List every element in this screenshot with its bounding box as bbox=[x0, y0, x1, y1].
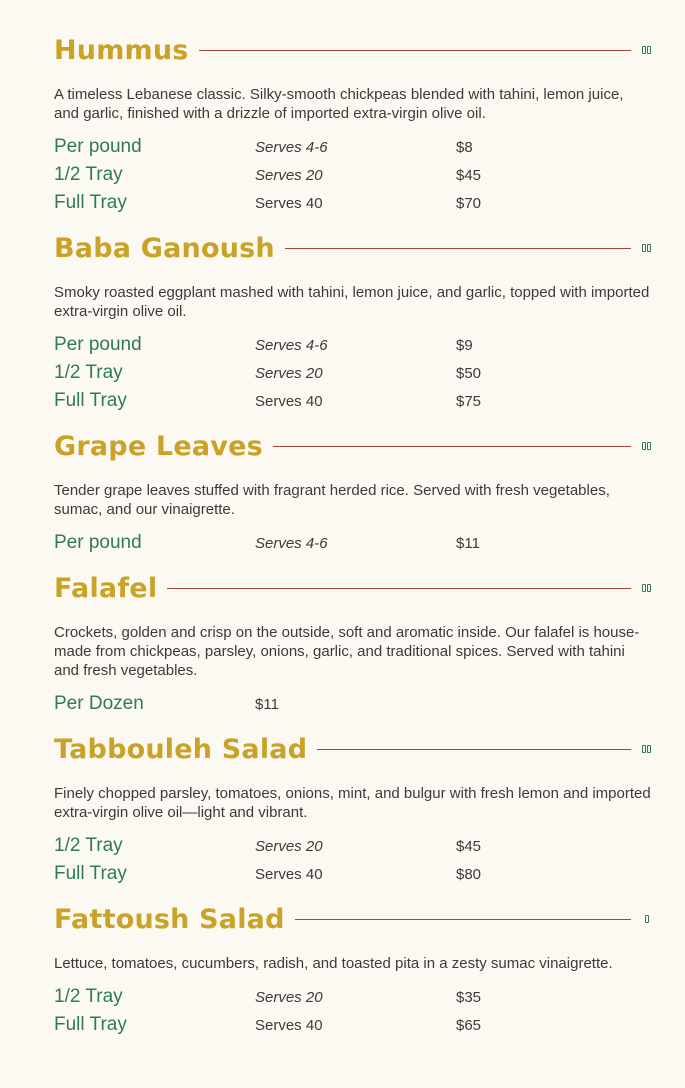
price-row bbox=[54, 387, 652, 415]
divider-line bbox=[317, 749, 631, 750]
section-description: Smoky roasted eggplant mashed with tahini, lemon juice, and garlic, topped with imported extra-virgin olive oil. bbox=[54, 284, 650, 320]
price: $70 bbox=[456, 194, 482, 212]
price: $45 bbox=[456, 837, 482, 855]
section-description: A timeless Lebanese classic. Silky-smooth chickpeas blended with tahini, lemon juice, and garlic, finished with a drizzle of imported extra-virgin olive oil. bbox=[54, 86, 624, 122]
menu-section-baba-ganoush bbox=[54, 217, 652, 415]
section-title: Grape Leaves bbox=[54, 430, 263, 462]
section-title: Tabbouleh Salad bbox=[54, 733, 308, 765]
portion-size: Per pound bbox=[54, 334, 142, 355]
price: $35 bbox=[456, 988, 482, 1006]
portion-size: Full Tray bbox=[54, 1014, 127, 1035]
portion-size: Per pound bbox=[54, 136, 142, 157]
price: $9 bbox=[456, 336, 473, 354]
price: $65 bbox=[456, 1016, 482, 1034]
serves-count: Serves 40 bbox=[255, 1016, 323, 1034]
divider-line bbox=[167, 588, 631, 589]
price-list bbox=[54, 832, 652, 888]
section-header bbox=[54, 228, 652, 268]
dietary-badge-icon bbox=[641, 243, 652, 254]
portion-size: Full Tray bbox=[54, 390, 127, 411]
serves-count: Serves 20 bbox=[255, 837, 323, 855]
section-description: Lettuce, tomatoes, cucumbers, radish, and toasted pita in a zesty sumac vinaigrette. bbox=[54, 955, 613, 972]
dietary-badge-icon bbox=[641, 441, 652, 452]
price: $80 bbox=[456, 865, 482, 883]
serves-count: Serves 20 bbox=[255, 364, 323, 382]
serves-count: Serves 40 bbox=[255, 392, 323, 410]
price-row bbox=[54, 860, 652, 888]
serves-count: Serves 4-6 bbox=[255, 336, 328, 354]
price-row bbox=[54, 983, 652, 1011]
menu-section-hummus bbox=[54, 0, 652, 217]
price-list bbox=[54, 690, 652, 718]
section-title: Hummus bbox=[54, 34, 189, 66]
section-header bbox=[54, 426, 652, 466]
divider-line bbox=[199, 50, 631, 51]
price-row bbox=[54, 133, 652, 161]
price-row bbox=[54, 690, 652, 718]
price-row bbox=[54, 832, 652, 860]
portion-size: Full Tray bbox=[54, 863, 127, 884]
price-row bbox=[54, 1011, 652, 1039]
portion-size: 1/2 Tray bbox=[54, 986, 123, 1007]
dietary-badge-icon bbox=[641, 583, 652, 594]
price-row bbox=[54, 529, 652, 557]
price-row bbox=[54, 331, 652, 359]
price-list bbox=[54, 529, 652, 557]
portion-size: Full Tray bbox=[54, 192, 127, 213]
menu-section-falafel bbox=[54, 557, 652, 718]
portion-size: 1/2 Tray bbox=[54, 164, 123, 185]
menu-section-fattoush-salad bbox=[54, 888, 652, 1039]
serves-count: Serves 4-6 bbox=[255, 534, 328, 552]
price: $8 bbox=[456, 138, 473, 156]
section-header bbox=[54, 568, 652, 608]
divider-line bbox=[285, 248, 631, 249]
menu-section-tabbouleh-salad bbox=[54, 718, 652, 888]
portion-size: Per pound bbox=[54, 532, 142, 553]
price: $11 bbox=[255, 695, 279, 713]
divider-line bbox=[273, 446, 631, 447]
portion-size: Per Dozen bbox=[54, 693, 144, 714]
serves-count: Serves 4-6 bbox=[255, 138, 328, 156]
price: $50 bbox=[456, 364, 482, 382]
section-title: Baba Ganoush bbox=[54, 232, 275, 264]
dietary-badge-icon bbox=[641, 45, 652, 56]
section-description: Tender grape leaves stuffed with fragrant herded rice. Served with fresh vegetables, sumac, and our vinaigrette. bbox=[54, 482, 610, 518]
section-header bbox=[54, 729, 652, 769]
serves-count: Serves 20 bbox=[255, 166, 323, 184]
section-description: Crockets, golden and crisp on the outside, soft and aromatic inside. Our falafel is house-made from chickpeas, parsley, onions, garlic, and traditional spices. Served with tahini and fresh vegetables. bbox=[54, 624, 640, 679]
price-row bbox=[54, 189, 652, 217]
dietary-badge-icon bbox=[641, 914, 652, 925]
portion-size: 1/2 Tray bbox=[54, 362, 123, 383]
price-list bbox=[54, 331, 652, 415]
section-header bbox=[54, 30, 652, 70]
price-list bbox=[54, 133, 652, 217]
serves-count: Serves 40 bbox=[255, 865, 323, 883]
price-row bbox=[54, 359, 652, 387]
menu-section-grape-leaves bbox=[54, 415, 652, 557]
section-header bbox=[54, 899, 652, 939]
price-row bbox=[54, 161, 652, 189]
dietary-badge-icon bbox=[641, 744, 652, 755]
price: $45 bbox=[456, 166, 482, 184]
price: $11 bbox=[456, 534, 480, 552]
price-list bbox=[54, 983, 652, 1039]
serves-count: Serves 20 bbox=[255, 988, 323, 1006]
section-title: Fattoush Salad bbox=[54, 903, 285, 935]
price: $75 bbox=[456, 392, 482, 410]
serves-count: Serves 40 bbox=[255, 194, 323, 212]
section-description: Finely chopped parsley, tomatoes, onions, mint, and bulgur with fresh lemon and imported extra-virgin olive oil—light and vibrant. bbox=[54, 785, 651, 821]
section-title: Falafel bbox=[54, 572, 158, 604]
portion-size: 1/2 Tray bbox=[54, 835, 123, 856]
divider-line bbox=[295, 919, 631, 920]
